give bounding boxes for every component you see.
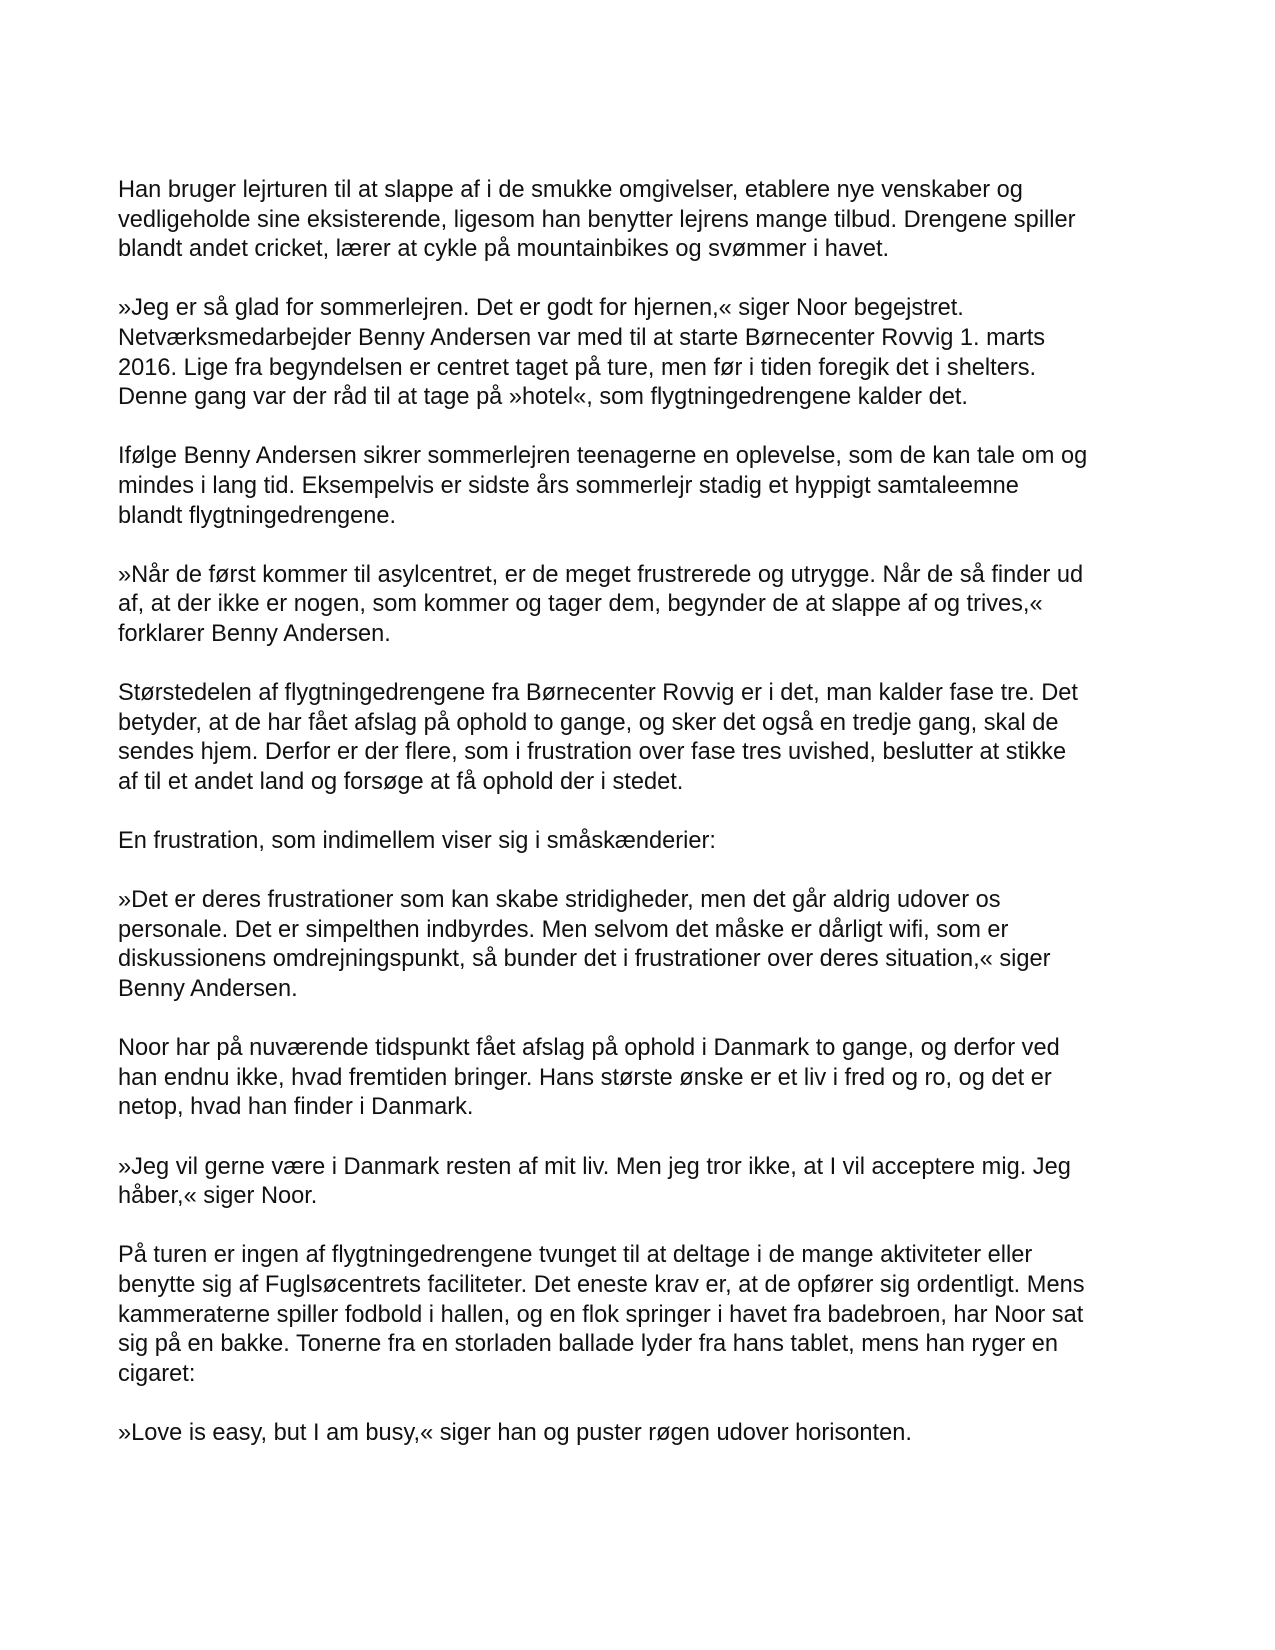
text-line: håber,« siger Noor. [118,1183,318,1210]
paragraph [118,1034,1163,1123]
text-line: 2016. Lige fra begyndelsen er centret taget på ture, men før i tiden foregik det i shelters. [118,354,1037,381]
text-line: af, at der ikke er nogen, som kommer og tager dem, begynder de at slappe af og trives,« [118,591,1043,618]
text-line: Ifølge Benny Andersen sikrer sommerlejren teenagerne en oplevelse, som de kan tale om og [118,443,1088,470]
text-line: »Når de først kommer til asylcentret, er de meget frustrerede og utrygge. Når de så finder ud [118,561,1084,588]
text-line: Netværksmedarbejder Benny Andersen var med til at starte Børnecenter Rovvig 1. marts [118,324,1046,351]
paragraph [118,886,1163,1004]
paragraph [118,827,1163,857]
text-line: han endnu ikke, hvad fremtiden bringer. Hans største ønske er et liv i fred og ro, og det er [118,1064,1052,1091]
text-line: blandt andet cricket, lærer at cykle på mountainbikes og svømmer i havet. [118,236,890,263]
text-line: mindes i lang tid. Eksempelvis er sidste års sommerlejr stadig et hyppigt samtaleemne [118,472,1019,499]
paragraph [118,679,1163,797]
text-line: Størstedelen af flygtningedrengene fra Børnecenter Rovvig er i det, man kalder fase tre. Det [118,680,1078,707]
paragraph [118,1241,1163,1389]
text-line: netop, hvad han finder i Danmark. [118,1094,474,1121]
text-line: Noor har på nuværende tidspunkt fået afslag på ophold i Danmark to gange, og derfor ved [118,1035,1060,1062]
text-line: forklarer Benny Andersen. [118,620,391,647]
text-line: benytte sig af Fuglsøcentrets faciliteter. Det eneste krav er, at de opfører sig ordentligt. Mens [118,1271,1085,1298]
document-body [118,176,1163,1478]
text-line: »Jeg er så glad for sommerlejren. Det er godt for hjernen,« siger Noor begejstret. [118,295,964,322]
text-line: sendes hjem. Derfor er der flere, som i frustration over fase tres uvished, beslutter at stikke [118,739,1067,766]
paragraph [118,1153,1163,1212]
text-line: vedligeholde sine eksisterende, ligesom han benytter lejrens mange tilbud. Drengene spiller [118,206,1076,233]
paragraph [118,176,1163,265]
text-line: kammeraterne spiller fodbold i hallen, og en flok springer i havet fra badebroen, har Noor sat [118,1301,1084,1328]
text-line: »Jeg vil gerne være i Danmark resten af mit liv. Men jeg tror ikke, at I vil acceptere mig. Jeg [118,1153,1071,1180]
text-line: På turen er ingen af flygtningedrengene tvunget til at deltage i de mange aktiviteter eller [118,1242,1033,1269]
text-line: af til et andet land og forsøge at få ophold der i stedet. [118,768,684,795]
text-line: betyder, at de har fået afslag på ophold to gange, og sker det også en tredje gang, skal de [118,709,1059,736]
text-line: »Det er deres frustrationer som kan skabe stridigheder, men det går aldrig udover os [118,887,1001,914]
text-line: Benny Andersen. [118,976,298,1003]
paragraph [118,294,1163,412]
text-line: Han bruger lejrturen til at slappe af i de smukke omgivelser, etablere nye venskaber og [118,177,1023,203]
text-line: personale. Det er simpelthen indbyrdes. Men selvom det måske er dårligt wifi, som er [118,916,1009,943]
text-line: Denne gang var der råd til at tage på »hotel«, som flygtningedrengene kalder det. [118,384,968,411]
text-line: En frustration, som indimellem viser sig i småskænderier: [118,828,716,855]
paragraph [118,1419,1163,1449]
paragraph [118,442,1163,531]
text-line: diskussionens omdrejningspunkt, så bunder det i frustrationer over deres situation,« siger [118,946,1051,973]
text-line: cigaret: [118,1360,196,1387]
paragraph [118,561,1163,650]
text-line: sig på en bakke. Tonerne fra en storladen ballade lyder fra hans tablet, mens han ryger en [118,1331,1058,1358]
text-line: »Love is easy, but I am busy,« siger han og puster røgen udover horisonten. [118,1419,912,1446]
text-line: blandt flygtningedrengene. [118,502,397,529]
